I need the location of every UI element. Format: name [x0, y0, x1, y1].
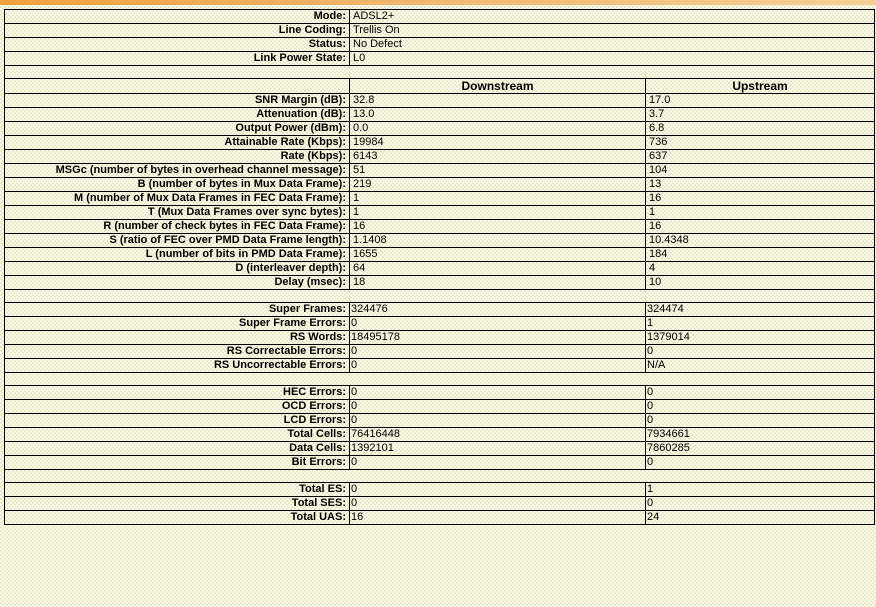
- upstream-value: 1379014: [646, 331, 875, 345]
- stat-label: LCD Errors:: [5, 414, 350, 428]
- downstream-value: 0: [350, 400, 646, 414]
- stat-row: [5, 108, 875, 122]
- column-header-row: [5, 79, 875, 94]
- stat-label: Super Frames:: [5, 303, 350, 317]
- upstream-value: 1: [646, 317, 875, 331]
- downstream-value: 0: [350, 317, 646, 331]
- row-label: Link Power State:: [5, 52, 350, 66]
- downstream-value: 0: [350, 456, 646, 470]
- upstream-value: 0: [646, 400, 875, 414]
- upstream-value: 736: [646, 136, 875, 150]
- stat-label: Total SES:: [5, 497, 350, 511]
- downstream-value: 219: [350, 178, 646, 192]
- stat-row: [5, 150, 875, 164]
- downstream-value: 1.1408: [350, 234, 646, 248]
- row-label: Mode:: [5, 10, 350, 24]
- stat-label: D (interleaver depth):: [5, 262, 350, 276]
- downstream-value: 19984: [350, 136, 646, 150]
- stat-row: [5, 456, 875, 470]
- downstream-value: 1: [350, 192, 646, 206]
- downstream-value: 0.0: [350, 122, 646, 136]
- downstream-value: 18495178: [350, 331, 646, 345]
- stat-row: [5, 248, 875, 262]
- row-label: Line Coding:: [5, 24, 350, 38]
- downstream-value: 324476: [350, 303, 646, 317]
- stat-label: MSGc (number of bytes in overhead channel message):: [5, 164, 350, 178]
- stat-label: S (ratio of FEC over PMD Data Frame length):: [5, 234, 350, 248]
- top-accent-bar: [0, 0, 876, 5]
- downstream-value: 1392101: [350, 442, 646, 456]
- upstream-value: 10.4348: [646, 234, 875, 248]
- stat-label: B (number of bytes in Mux Data Frame):: [5, 178, 350, 192]
- upstream-header: Upstream: [646, 79, 875, 94]
- upstream-value: 24: [646, 511, 875, 525]
- section-spacer-cell: [5, 373, 875, 386]
- upstream-value: N/A: [646, 359, 875, 373]
- stat-row: [5, 483, 875, 497]
- stat-row: [5, 414, 875, 428]
- downstream-value: 16: [350, 511, 646, 525]
- downstream-value: 1655: [350, 248, 646, 262]
- upstream-value: 10: [646, 276, 875, 290]
- upstream-value: 637: [646, 150, 875, 164]
- row-value: L0: [350, 52, 875, 66]
- upstream-value: 184: [646, 248, 875, 262]
- stat-row: [5, 497, 875, 511]
- downstream-value: 16: [350, 220, 646, 234]
- general-row: [5, 52, 875, 66]
- section-spacer-cell: [5, 470, 875, 483]
- downstream-value: 6143: [350, 150, 646, 164]
- stat-row: [5, 345, 875, 359]
- stat-row: [5, 442, 875, 456]
- section-spacer: [5, 470, 875, 483]
- upstream-value: 0: [646, 386, 875, 400]
- stat-row: [5, 276, 875, 290]
- stat-row: [5, 178, 875, 192]
- stat-label: Total ES:: [5, 483, 350, 497]
- upstream-value: 0: [646, 414, 875, 428]
- stat-row: [5, 428, 875, 442]
- stat-label: Total UAS:: [5, 511, 350, 525]
- downstream-value: 64: [350, 262, 646, 276]
- general-row: [5, 38, 875, 52]
- downstream-value: 18: [350, 276, 646, 290]
- stat-row: [5, 206, 875, 220]
- stat-label: Attainable Rate (Kbps):: [5, 136, 350, 150]
- upstream-value: 0: [646, 345, 875, 359]
- row-value: No Defect: [350, 38, 875, 52]
- header-blank: [5, 79, 350, 94]
- upstream-value: 3.7: [646, 108, 875, 122]
- stat-row: [5, 359, 875, 373]
- stat-row: [5, 386, 875, 400]
- stat-label: M (number of Mux Data Frames in FEC Data Frame):: [5, 192, 350, 206]
- upstream-value: 0: [646, 497, 875, 511]
- stat-row: [5, 220, 875, 234]
- stat-row: [5, 262, 875, 276]
- section-spacer: [5, 373, 875, 386]
- general-row: [5, 10, 875, 24]
- upstream-value: 6.8: [646, 122, 875, 136]
- upstream-value: 1: [646, 206, 875, 220]
- upstream-value: 104: [646, 164, 875, 178]
- stat-label: RS Correctable Errors:: [5, 345, 350, 359]
- stat-row: [5, 331, 875, 345]
- section-spacer-cell: [5, 290, 875, 303]
- row-value: ADSL2+: [350, 10, 875, 24]
- upstream-value: 7934661: [646, 428, 875, 442]
- stat-label: Data Cells:: [5, 442, 350, 456]
- downstream-value: 0: [350, 483, 646, 497]
- statistics-body: [5, 10, 875, 525]
- section-spacer-cell: [5, 66, 875, 79]
- upstream-value: 17.0: [646, 94, 875, 108]
- upstream-value: 324474: [646, 303, 875, 317]
- downstream-value: 0: [350, 386, 646, 400]
- section-spacer: [5, 66, 875, 79]
- row-value: Trellis On: [350, 24, 875, 38]
- stat-label: R (number of check bytes in FEC Data Frame):: [5, 220, 350, 234]
- stat-label: Rate (Kbps):: [5, 150, 350, 164]
- upstream-value: 16: [646, 220, 875, 234]
- stat-label: RS Words:: [5, 331, 350, 345]
- stat-label: Attenuation (dB):: [5, 108, 350, 122]
- section-spacer: [5, 290, 875, 303]
- stat-label: HEC Errors:: [5, 386, 350, 400]
- stat-row: [5, 511, 875, 525]
- downstream-value: 1: [350, 206, 646, 220]
- stat-row: [5, 122, 875, 136]
- stat-row: [5, 94, 875, 108]
- downstream-value: 0: [350, 359, 646, 373]
- stat-label: OCD Errors:: [5, 400, 350, 414]
- stat-row: [5, 317, 875, 331]
- upstream-value: 0: [646, 456, 875, 470]
- stat-row: [5, 400, 875, 414]
- stat-label: L (number of bits in PMD Data Frame):: [5, 248, 350, 262]
- downstream-value: 0: [350, 414, 646, 428]
- downstream-value: 0: [350, 497, 646, 511]
- stat-label: Delay (msec):: [5, 276, 350, 290]
- stat-row: [5, 234, 875, 248]
- downstream-value: 76416448: [350, 428, 646, 442]
- upstream-value: 1: [646, 483, 875, 497]
- downstream-header: Downstream: [350, 79, 646, 94]
- stat-label: Bit Errors:: [5, 456, 350, 470]
- upstream-value: 16: [646, 192, 875, 206]
- row-label: Status:: [5, 38, 350, 52]
- downstream-value: 0: [350, 345, 646, 359]
- upstream-value: 4: [646, 262, 875, 276]
- upstream-value: 7860285: [646, 442, 875, 456]
- stat-row: [5, 192, 875, 206]
- general-row: [5, 24, 875, 38]
- stat-row: [5, 136, 875, 150]
- downstream-value: 51: [350, 164, 646, 178]
- adsl-statistics-table: [4, 9, 875, 525]
- stat-label: Total Cells:: [5, 428, 350, 442]
- upstream-value: 13: [646, 178, 875, 192]
- stat-label: Output Power (dBm):: [5, 122, 350, 136]
- stat-row: [5, 164, 875, 178]
- downstream-value: 13.0: [350, 108, 646, 122]
- stat-label: SNR Margin (dB):: [5, 94, 350, 108]
- stat-label: Super Frame Errors:: [5, 317, 350, 331]
- stat-row: [5, 303, 875, 317]
- downstream-value: 32.8: [350, 94, 646, 108]
- stat-label: RS Uncorrectable Errors:: [5, 359, 350, 373]
- stat-label: T (Mux Data Frames over sync bytes):: [5, 206, 350, 220]
